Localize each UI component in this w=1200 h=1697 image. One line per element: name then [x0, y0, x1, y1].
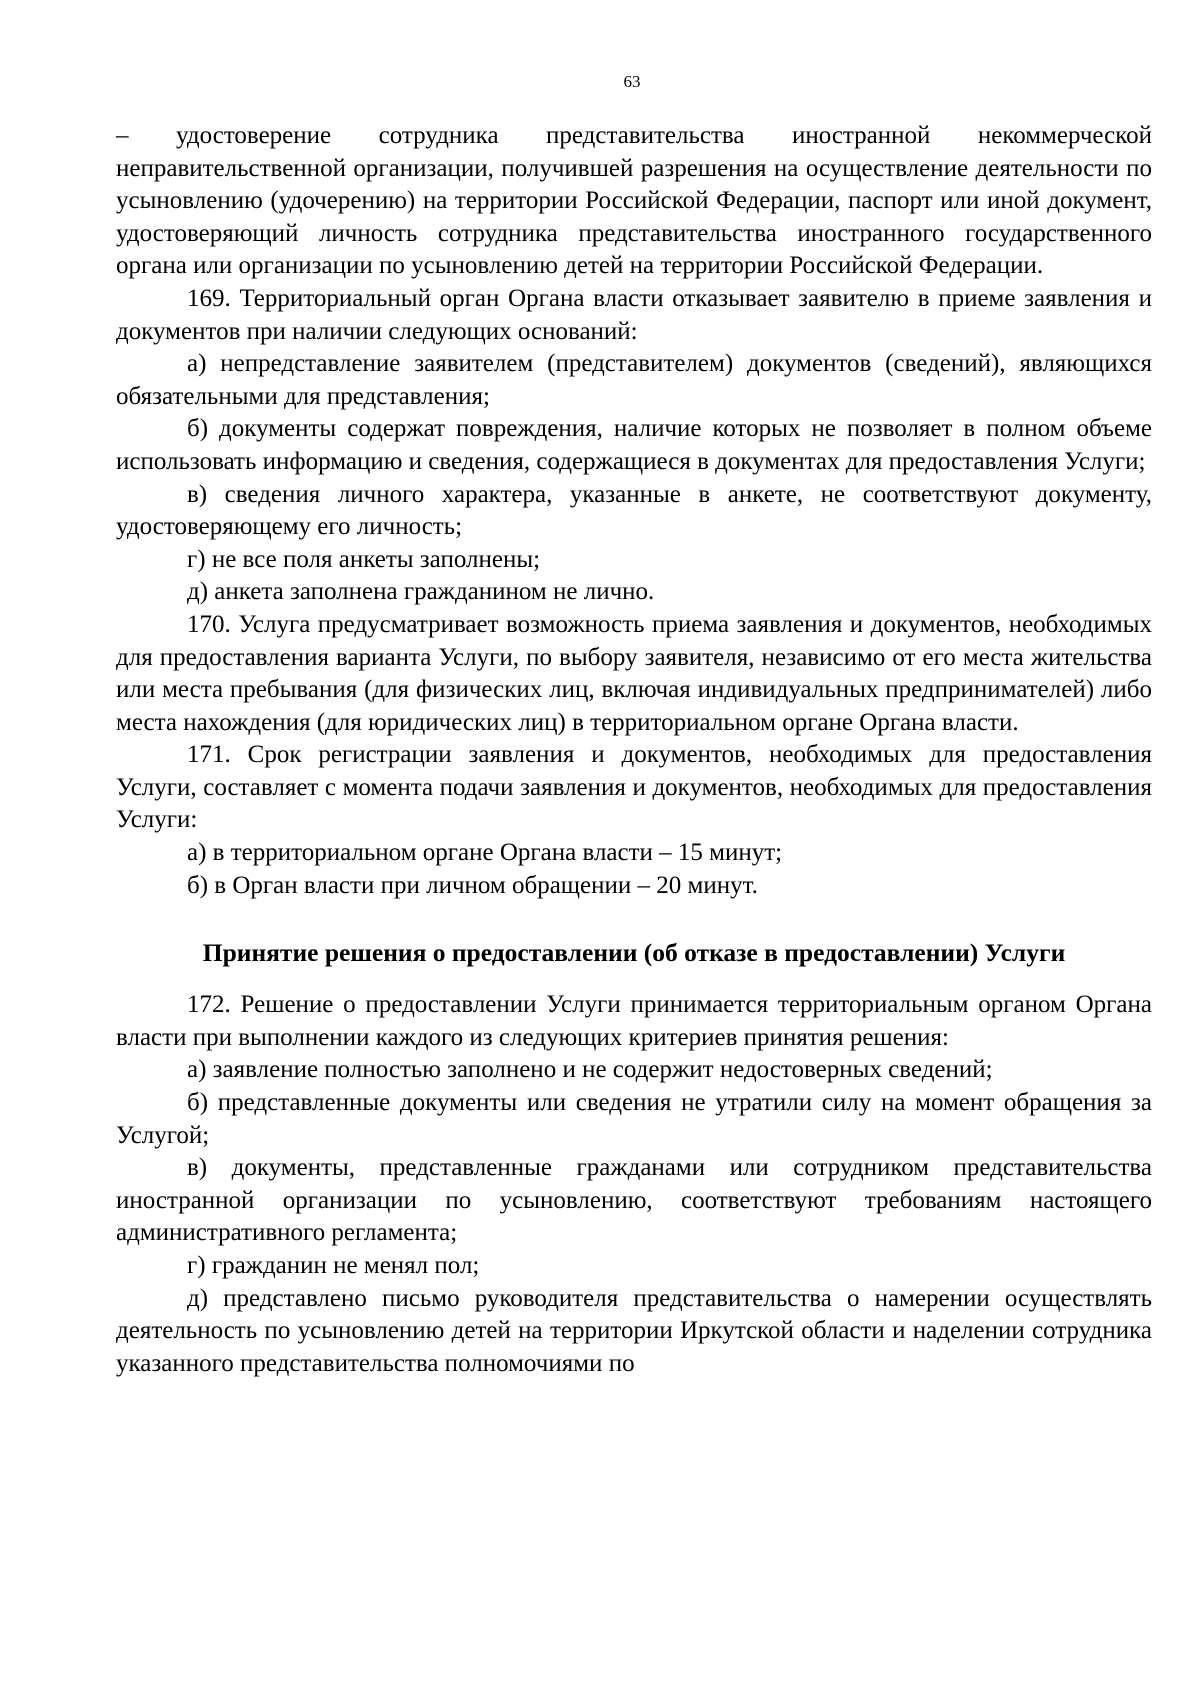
paragraph-171: 171. Срок регистрации заявления и документов, необходимых для предоставления Услуги, составляет с момента подачи заявления и документов, необходимых для предоставления Услуги:: [116, 741, 1152, 834]
paragraph-169: 169. Территориальный орган Органа власти отказывает заявителю в приеме заявления и документов при наличии следующих оснований:: [116, 284, 1152, 345]
list-item-172-d: д) представлено письмо руководителя представительства о намерении осуществлять деятельность по усыновлению детей на территории Иркутской области и наделении сотрудника указанного представительства полномочиями по: [116, 1284, 1152, 1377]
paragraph-172: 172. Решение о предоставлении Услуги принимается территориальным органом Органа власти при выполнении каждого из следующих критериев принятия решения:: [116, 991, 1152, 1051]
paragraph-170: 170. Услуга предусматривает возможность приема заявления и документов, необходимых для предоставления варианта Услуги, по выбору заявителя, независимо от его места жительства или места пребывания (для физических лиц, включая индивидуальных предпринимателей) либо места нахождения (для юридических лиц) в территориальном органе Органа власти.: [116, 610, 1152, 736]
document-body: [116, 120, 1152, 1380]
list-item-172-b: б) представленные документы или сведения не утратили силу на момент обращения за Услугой;: [116, 1089, 1152, 1149]
section-heading: Принятие решения о предоставлении (об отказе в предоставлении) Услуги: [202, 938, 1066, 968]
list-item-169-a: а) непредставление заявителем (представителем) документов (сведений), являющихся обязательными для представления;: [116, 350, 1152, 410]
list-item-172-g: г) гражданин не менял пол;: [187, 1252, 480, 1279]
list-item-171-b: б) в Орган власти при личном обращении – 20 минут.: [187, 871, 758, 899]
list-item-172-v: в) документы, представленные гражданами или сотрудником представительства иностранной организации по усыновлению, соответствуют требованиям настоящего административного регламента;: [116, 1154, 1152, 1247]
paragraph-continuation: – удостоверение сотрудника представительства иностранной некоммерческой неправительственной организации, получившей разрешения на осуществление деятельности по усыновлению (удочерению) на территории Российской Федерации, паспорт или иной документ, удостоверяющий личность сотрудника представительства иностранного государственного органа или организации по усыновлению детей на территории Российской Федерации.: [116, 122, 1152, 280]
list-item-172-a: а) заявление полностью заполнено и не содержит недостоверных сведений;: [187, 1056, 993, 1084]
list-item-169-d: д) анкета заполнена гражданином не лично.: [187, 578, 655, 606]
list-item-171-a: а) в территориальном органе Органа власти – 15 минут;: [187, 839, 783, 867]
list-item-169-g: г) не все поля анкеты заполнены;: [187, 545, 541, 573]
list-item-169-b: б) документы содержат повреждения, наличие которых не позволяет в полном объеме использовать информацию и сведения, содержащиеся в документах для предоставления Услуги;: [116, 415, 1152, 475]
page-number: 63: [623, 72, 641, 91]
list-item-169-v: в) сведения личного характера, указанные в анкете, не соответствуют документу, удостоверяющему его личность;: [116, 480, 1152, 541]
